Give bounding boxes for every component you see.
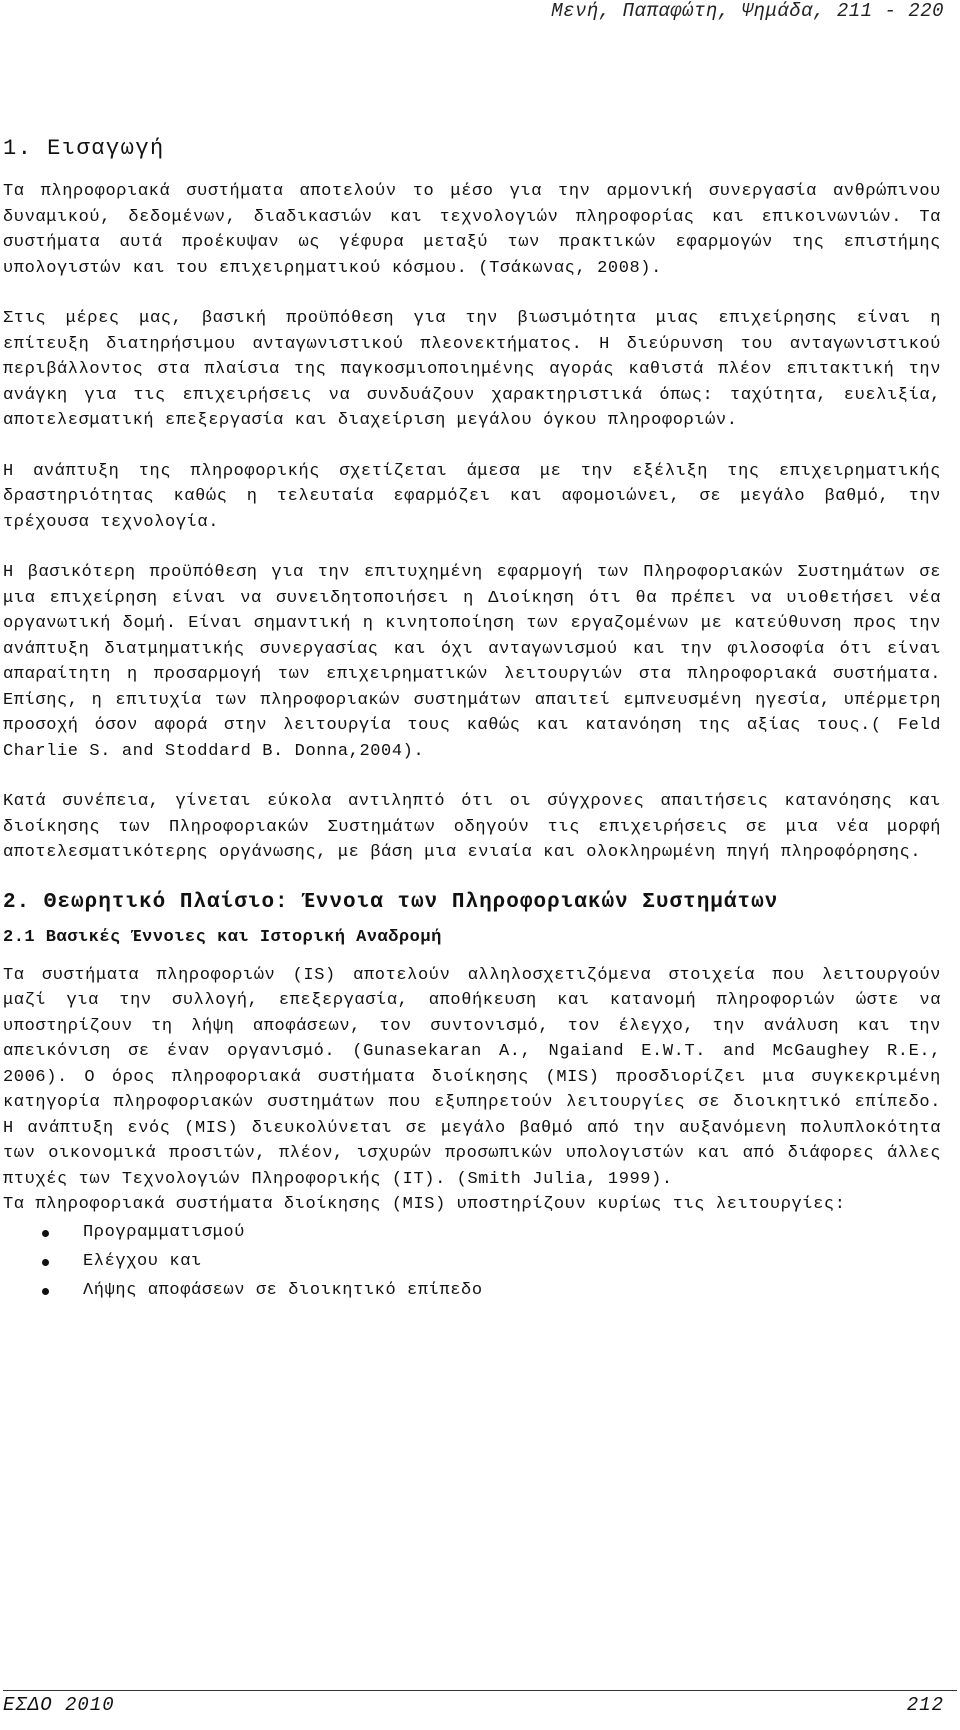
section-1-title: 1. Εισαγωγή xyxy=(3,136,165,161)
bullet-list xyxy=(3,1218,941,1305)
list-item xyxy=(3,1218,941,1247)
page-number: 212 xyxy=(906,1694,944,1716)
bullet-icon xyxy=(42,1230,49,1237)
paragraph: Η ανάπτυξη της πληροφορικής σχετίζεται άμεσα με την εξέλιξη της επιχειρηματικής δραστηριότητας καθώς η τελευταία εφαρμόζει και αφομοιώνει, σε μεγάλο βαθμό, την τρέχουσα τεχνολογία. xyxy=(3,461,941,532)
footer-journal: ΕΣΔΟ 2010 xyxy=(3,1694,115,1716)
bullet-icon xyxy=(42,1259,49,1266)
paragraph: Τα πληροφοριακά συστήματα αποτελούν το μέσο για την αρμονική συνεργασία ανθρώπινου δυναμικού, δεδομένων, διαδικασιών και τεχνολογιών πληροφορίας και επικοινωνιών. Τα συστήματα αυτά προέκυψαν ως γέφυρα μεταξύ των πρακτικών εφαρμογών της επιστήμης υπολογιστών και του επιχειρηματικού κόσμου. (Τσάκωνας, 2008). xyxy=(3,182,941,278)
paragraph: Τα συστήματα πληροφοριών (IS) αποτελούν αλληλοσχετιζόμενα στοιχεία που λειτουργούν μαζί για την συλλογή, επεξεργασία, αποθήκευση και κατανομή πληροφοριών ώστε να υποστηρίζουν τη λήψη αποφάσεων, τον συντονισμό, τον έλεγχο, την ανάλυση και την απεικόνιση σε έναν οργανισμό. (Gunasekaran A., Ngaiand E.W.T. and McGaughey R.E., 2006). Ο όρος πληροφοριακά συστήματα διοίκησης (MIS) προσδιορίζει μια συγκεκριμένη κατηγορία πληροφοριακών συστημάτων που εξυπηρετούν λειτουργίες σε διοικητικό επίπεδο. Η ανάπτυξη ενός (MIS) διευκολύνεται σε μεγάλο βαθμό από την αυξανόμενη πολυπλοκότητα των οικονομικά προσιτών, πλέον, ισχυρών προσωπικών υπολογιστών και από διάφορες άλλες πτυχές των Τεχνολογιών Πληροφορικής (IT). (Smith Julia, 1999). xyxy=(3,965,941,1189)
subsection-2-1-title: 2.1 Βασικές Έννοιες και Ιστορική Αναδρομή xyxy=(3,927,442,947)
list-item xyxy=(3,1276,941,1305)
bullet-icon xyxy=(42,1288,49,1295)
list-item-text: Προγραμματισμού xyxy=(83,1222,246,1242)
list-item-text: Λήψης αποφάσεων σε διοικητικό επίπεδο xyxy=(83,1280,483,1300)
footer-divider xyxy=(3,1690,957,1691)
paragraph: Η βασικότερη προϋπόθεση για την επιτυχημένη εφαρμογή των Πληροφοριακών Συστημάτων σε μια επιχείρηση είναι να συνειδητοποιήσει η Διοίκηση ότι θα πρέπει να υιοθετήσει νέα οργανωτική δομή. Είναι σημαντική η κινητοποίηση των εργαζομένων με κατεύθυνση προς την ανάπτυξη διατμηματικής συνεργασίας και όχι ανταγωνισμού και την φιλοσοφία ότι είναι απαραίτητη η προσαρμογή των επιχειρηματικών λειτουργιών στα πληροφοριακά συστήματα. Επίσης, η επιτυχία των πληροφοριακών συστημάτων απαιτεί εμπνευσμένη ηγεσία, υπέρμετρη προσοχή όσον αφορά στην λειτουργία τους καθώς και κατανόηση της αξίας τους.( Feld Charlie S. and Stoddard B. Donna,2004). xyxy=(3,563,941,761)
paragraph: Στις μέρες μας, βασική προϋπόθεση για την βιωσιμότητα μιας επιχείρησης είναι η επίτευξη διατηρήσιμου ανταγωνιστικού πλεονεκτήματος. Η διεύρυνση του ανταγωνιστικού περιβάλλοντος στα πλαίσια της παγκοσμιοποιημένης αγοράς καθιστά πλέον επιτακτική την ανάγκη για τις επιχειρήσεις να συνδυάζουν χαρακτηριστικά όπως: ταχύτητα, ευελιξία, αποτελεσματική επεξεργασία και διαχείριση μεγάλου όγκου πληροφοριών. xyxy=(3,309,941,430)
list-item-text: Ελέγχου και xyxy=(83,1251,202,1271)
paragraph: Τα πληροφοριακά συστήματα διοίκησης (MIS) υποστηρίζουν κυρίως τις λειτουργίες: xyxy=(3,1195,846,1214)
page-content xyxy=(3,136,941,1305)
paragraph: Κατά συνέπεια, γίνεται εύκολα αντιληπτό ότι οι σύγχρονες απαιτήσεις κατανόησης και διοίκησης των Πληροφοριακών Συστημάτων οδηγούν τις επιχειρήσεις σε μια νέα μορφή αποτελεσματικότερης οργάνωσης, με βάση μια ενιαία και ολοκληρωμένη πηγή πληροφόρησης. xyxy=(3,792,941,862)
section-2-title: 2. Θεωρητικό Πλαίσιο: Έννοια των Πληροφοριακών Συστημάτων xyxy=(3,890,779,914)
running-header: Μενή, Παπαφώτη, Ψημάδα, 211 - 220 xyxy=(551,0,944,22)
list-item xyxy=(3,1247,941,1276)
